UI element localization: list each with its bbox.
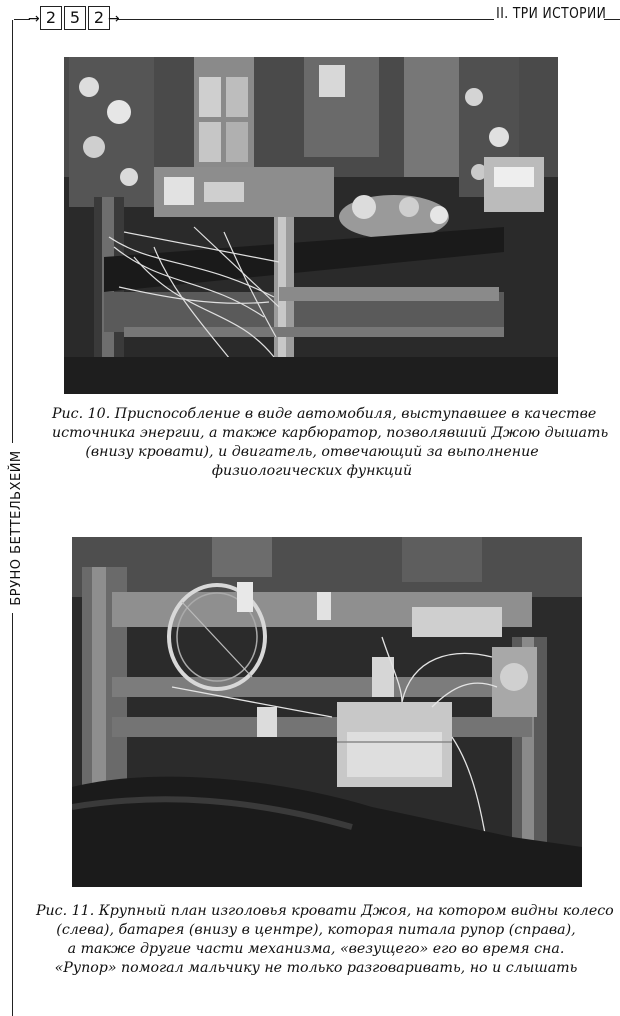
arrow-right-icon: → xyxy=(28,11,40,27)
page-digit: 2 xyxy=(88,6,110,30)
figure-11-photo xyxy=(72,537,582,887)
chapter-title: II. ТРИ ИСТОРИИ xyxy=(495,4,606,22)
page-digit: 5 xyxy=(64,6,86,30)
figure-10-photo xyxy=(64,57,558,394)
caption-line: Рис. 10. Приспособление в виде автомобиля, выступавшее в качестве xyxy=(52,406,597,422)
caption-line: «Рупор» помогал мальчику не только разговаривать, но и слышать xyxy=(54,960,578,976)
caption-line: источника энергии, а также карбюратор, позволявший Джою дышать xyxy=(52,425,609,441)
page-header xyxy=(0,0,620,40)
figure-10-caption xyxy=(52,405,609,481)
page-number xyxy=(40,6,112,30)
header-rule-right xyxy=(604,19,620,20)
author-name: БРУНО БЕТТЕЛЬХЕЙМ xyxy=(9,443,25,613)
caption-line: а также другие части механизма, «везущего» его во время сна. xyxy=(67,941,565,957)
arrow-right-icon: → xyxy=(108,11,120,27)
caption-line: Рис. 11. Крупный план изголовья кровати Джоя, на котором видны колесо xyxy=(36,903,614,919)
caption-line: (внизу кровати), и двигатель, отвечающий за выполнение xyxy=(85,444,539,460)
header-rule xyxy=(118,19,494,20)
figure-11-caption xyxy=(36,902,614,978)
page-digit: 2 xyxy=(40,6,62,30)
caption-line: физиологических функций xyxy=(211,463,413,479)
caption-line: (слева), батарея (внизу в центре), которая питала рупор (справа), xyxy=(56,922,576,938)
